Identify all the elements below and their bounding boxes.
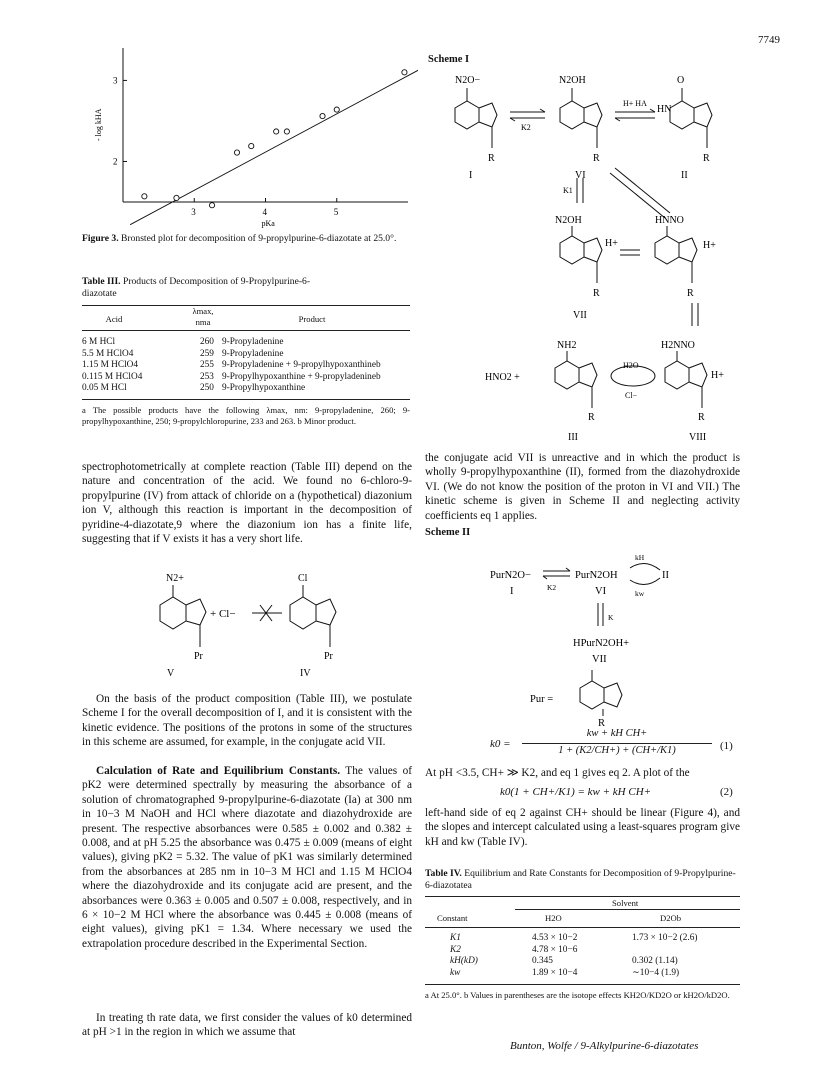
eq1-lhs: k0 = <box>490 738 511 750</box>
table-4-solvent-header: Solvent <box>612 898 639 908</box>
scheme-1-hnno: HNNO <box>655 215 684 226</box>
table-3-header-lambda: λmax, nma <box>192 306 214 327</box>
scheme-1-cl: Cl− <box>625 391 638 400</box>
table-cell: 6 M HCl <box>82 337 116 347</box>
table-cell: 0.302 (1.14) <box>632 956 678 967</box>
table-4-footnote: a At 25.0°. b Values in parentheses are the isotope effects KH2O/KD2O or kH2O/kD2O. <box>425 990 730 1000</box>
scheme-2-kh: kH <box>635 553 645 562</box>
v-substituent-pr: Pr <box>194 651 203 662</box>
figure-3-chart <box>78 42 418 232</box>
eq1-number: (1) <box>720 740 733 752</box>
scheme-1-r-vi: R <box>593 153 600 164</box>
table-cell: 0.115 M HClO4 <box>82 371 143 382</box>
table-cell: 9-Propyladenine + 9-propylhypoxanthineb <box>222 360 381 371</box>
left-paragraph-4: In treating th rate data, we first consider the values of k0 determined at pH >1 in the region in which we assume that <box>82 1012 412 1039</box>
scheme-1-r-ii: R <box>703 153 710 164</box>
table-cell <box>632 945 698 957</box>
scheme-2-hpurn2oh: HPurN2OH+ <box>573 638 630 649</box>
y-axis-label: - log kHA <box>94 108 103 141</box>
scheme-1-h-ha: H+ HA <box>623 99 647 108</box>
section-heading: Calculation of Rate and Equilibrium Constants. <box>96 765 341 777</box>
scheme-1-h2nno: H2NNO <box>661 340 695 351</box>
table-cell: 1.73 × 10−2 (2.6) <box>632 933 698 943</box>
table-4-title-text: Equilibrium and Rate Constants for Decomposition of 9-Propylpurine-6-diazotatea <box>425 868 736 891</box>
scheme-1-i-group: N2O− <box>455 75 481 86</box>
data-point <box>320 113 325 118</box>
eq1-numerator: kw + kH CH+ <box>586 728 648 739</box>
x-tick-label: 3 <box>191 207 196 217</box>
scheme-1-r-vii: R <box>593 288 600 299</box>
scheme-1-title: Scheme I <box>428 54 470 65</box>
plus-chloride: + Cl− <box>210 608 236 620</box>
scheme-1-r-viii: R <box>698 412 705 423</box>
data-point <box>142 194 147 199</box>
scheme-1-label-viii: VIII <box>689 432 707 443</box>
scheme-1-label-vi: VI <box>575 170 586 181</box>
table-cell: 9-Propyladenine <box>222 337 284 347</box>
data-point <box>274 129 279 134</box>
table-cell: 1.89 × 10−4 <box>532 967 578 978</box>
scheme-2-k: K <box>608 613 614 622</box>
scheme-1-h-plus-vii: H+ <box>605 238 618 249</box>
table-3-footnote: a The possible products have the following λmax, nm: 9-propyladenine, 260; 9-propylhypoxanthine, 250; 9-propylchloropurine, 233 and 263. b Minor product. <box>82 405 410 426</box>
data-point <box>209 203 214 208</box>
scheme-2-k2: K2 <box>547 583 557 592</box>
table-cell: 4.78 × 10−6 <box>532 944 578 955</box>
scheme-1-vi-group: N2OH <box>559 75 586 86</box>
table-4-title <box>425 868 740 892</box>
compound-v-label: V <box>167 668 175 679</box>
table-row <box>82 360 381 372</box>
data-point <box>174 195 179 200</box>
scheme-2-purn2oh: PurN2OH <box>575 570 618 581</box>
left-paragraph-2: On the basis of the product composition (Table III), we postulate Scheme I for the overall decomposition of I, and it is consistent with the kinetic evidence. The positions of the protons in some of the structures in this scheme are assumed, for example, in the conjugate acid VII. <box>82 693 412 749</box>
eq1-fraction-bar <box>522 743 712 744</box>
table-3-rule-mid <box>82 330 410 331</box>
eq2-number: (2) <box>720 786 733 798</box>
table-4-rule-solvent <box>515 909 740 910</box>
table-cell: 5.5 M HClO4 <box>82 348 134 359</box>
fit-line <box>130 64 418 224</box>
compound-iv-label: IV <box>300 668 311 679</box>
table-4-rule-bottom <box>425 984 740 985</box>
scheme-1-diagram <box>425 68 755 446</box>
table-row <box>450 956 698 968</box>
left-paragraph-3-body: The values of pK2 were determined spectrally by measuring the absorbance of a solution of chromatographed 9-propylpurine-6-diazotate (Ia) at 300 nm in 10−3 M NaOH and HCl where diazotate and diazohydroxide are present. The respective absorbances were 0.585 ± 0.002 and 0.382 ± 0.008, and at pH 5.25 the absorbance was 0.475 ± 0.009 (means of eight values), giving pK2 = 5.32. The value of pK1 was similarly determined from the absorbances at 285 nm in 10−3 M HCl and 1.15 M HClO4 where the diazohydroxide and its conjugate acid are present, and the absorbances were 0.363 ± 0.005 and 0.507 ± 0.008, respectively, and in 6 × 10−2 M HCl where the absorbance was 0.445 ± 0.008 (means of eight values), giving pK1 = 1.34. Where necessary we used the extrapolation procedure described in the Experimental Section. <box>82 765 413 950</box>
table-cell: 1.15 M HClO4 <box>82 360 139 371</box>
scheme-2-pur-label: Pur = <box>530 694 554 705</box>
scheme-1-nh2: NH2 <box>557 340 577 351</box>
table-4-rule-mid <box>425 927 740 928</box>
x-tick-label: 5 <box>333 207 339 217</box>
scheme-2-vi: VI <box>595 586 607 597</box>
table-4-body <box>450 933 698 979</box>
scheme-1-h-plus-hnno: H+ <box>703 240 716 251</box>
table-cell: 259 <box>200 348 214 359</box>
running-footer: Bunton, Wolfe / 9-Alkylpurine-6-diazotates <box>510 1040 699 1052</box>
scheme-2-kw: kw <box>635 589 645 598</box>
scheme-1-label-i: I <box>469 170 473 181</box>
table-cell: kH(kD) <box>450 956 478 967</box>
iv-substituent: Cl <box>298 573 308 584</box>
x-axis-label: pKa <box>261 219 275 228</box>
eq2: k0(1 + CH+/K1) = kw + kH CH+ <box>500 786 652 798</box>
table-4-label: Table IV. <box>425 868 462 879</box>
table-cell: 253 <box>200 371 214 382</box>
scheme-2-i: I <box>510 586 514 597</box>
table-3-rule-bottom <box>82 399 410 400</box>
table-cell: kw <box>450 967 461 978</box>
scheme-1-label-iii: III <box>568 432 578 443</box>
scheme-2-vii: VII <box>592 654 607 665</box>
scheme-1-k1: K1 <box>563 186 573 195</box>
scheme-1-r-i: R <box>488 153 495 164</box>
figure-3-caption-text: Bronsted plot for decomposition of 9-propylpurine-6-diazotate at 25.0°. <box>121 233 397 244</box>
data-point <box>334 107 339 112</box>
table-row <box>450 968 698 980</box>
scheme-1-k2: K2 <box>521 123 531 132</box>
table-4-header-d2o: D2Ob <box>660 913 682 923</box>
table-row <box>82 372 381 384</box>
scheme-2-diagram <box>440 548 740 728</box>
iv-substituent-pr: Pr <box>324 651 333 662</box>
table-3-rule-top <box>82 305 410 306</box>
left-paragraph-3 <box>82 764 412 951</box>
table-3-header-product: Product <box>298 314 326 324</box>
table-cell: 9-Propylhypoxanthine + 9-propyladenineb <box>222 371 381 382</box>
table-row <box>450 933 698 945</box>
scheme-2-ii: II <box>662 570 669 581</box>
table-cell: 0.05 M HCl <box>82 383 127 394</box>
v-substituent: N2+ <box>166 573 184 584</box>
table-cell: K2 <box>450 944 461 955</box>
eq1-denominator: 1 + (K2/CH+) + (CH+/K1) <box>558 745 676 756</box>
table-3-label: Table III. <box>82 276 121 287</box>
scheme-1-r-hnno: R <box>687 288 694 299</box>
table-cell: K1 <box>450 933 461 943</box>
data-point <box>234 150 239 155</box>
table-row <box>82 349 381 361</box>
scheme-1-label-ii: II <box>681 170 688 181</box>
data-point <box>249 143 254 148</box>
table-row <box>82 337 381 349</box>
y-tick-label: 3 <box>113 75 118 86</box>
table-3-title-text: Products of Decomposition of 9-Propylpurine-6-diazotate <box>82 276 311 299</box>
scheme-1-r-iii: R <box>588 412 595 423</box>
table-4-rule-top <box>425 896 740 897</box>
y-tick-label: 2 <box>113 156 118 167</box>
table-3-title <box>82 276 342 300</box>
table-cell: ∼10−4 (1.9) <box>632 967 680 978</box>
table-3-header-acid: Acid <box>105 314 123 324</box>
left-paragraph-1: spectrophotometrically at complete reaction (Table III) depend on the nature and concentration of the acid. We found no 6-chloro-9-propylpurine (IV) from attack of chloride on a (hypothetical) diazonium ion V, although this reaction is important in the decomposition of pyridine-4-diazotate,9 where the diazonium ion has a finite life, suggesting that if V exists it has a very short life. <box>82 461 412 546</box>
data-point <box>402 70 407 75</box>
scheme-1-hn: HN <box>657 104 672 115</box>
table-3-body <box>82 337 381 395</box>
data-point <box>284 129 289 134</box>
table-cell: 0.345 <box>532 956 553 967</box>
scheme-1-ii-group: O <box>677 75 685 86</box>
scheme-1-h2o: H2O <box>623 361 639 370</box>
scheme-1-h-plus-viii: H+ <box>711 370 724 381</box>
right-paragraph-2: left-hand side of eq 2 against CH+ should be linear (Figure 4), and the slopes and intercept calculated using a least-squares program give kH and kw (Table IV). <box>425 807 740 848</box>
figure-3-caption <box>82 233 412 245</box>
table-cell: 250 <box>200 383 214 394</box>
scheme-2-purn2o: PurN2O− <box>490 570 531 581</box>
figure-3-caption-label: Figure 3. <box>82 233 119 244</box>
table-cell: 260 <box>200 337 214 347</box>
scheme-1-hno2: HNO2 + <box>485 372 520 383</box>
right-mid-sentence: At pH <3.5, CH+ ≫ K2, and eq 1 gives eq 2. A plot of the <box>425 767 690 779</box>
table-row <box>450 945 698 957</box>
table-4-header-h2o: H2O <box>545 913 562 923</box>
right-paragraph-1: the conjugate acid VII is unreactive and in which the product is wholly 9-propylhypoxanthine (II), formed from the diazohydroxide VI. (We do not know the position of the proton in VI and VII.) The kinetic scheme is given in Scheme II and neglecting activity coefficients eq 1 applies. <box>425 452 740 522</box>
table-cell: 9-Propylhypoxanthine <box>222 383 306 394</box>
diazonium-scheme <box>120 545 420 680</box>
scheme-2-pur-r: R <box>598 718 606 728</box>
table-4-header-constant: Constant <box>437 913 468 923</box>
page-number: 7749 <box>758 34 780 46</box>
table-cell: 4.53 × 10−2 <box>532 933 578 943</box>
table-cell: 9-Propyladenine <box>222 348 284 359</box>
scheme-1-label-vii: VII <box>573 310 587 321</box>
table-row <box>82 383 381 395</box>
scheme-2-title: Scheme II <box>425 527 471 538</box>
x-tick-label: 4 <box>262 207 267 217</box>
table-cell: 255 <box>200 360 214 371</box>
scheme-1-vii-group: N2OH <box>555 215 582 226</box>
